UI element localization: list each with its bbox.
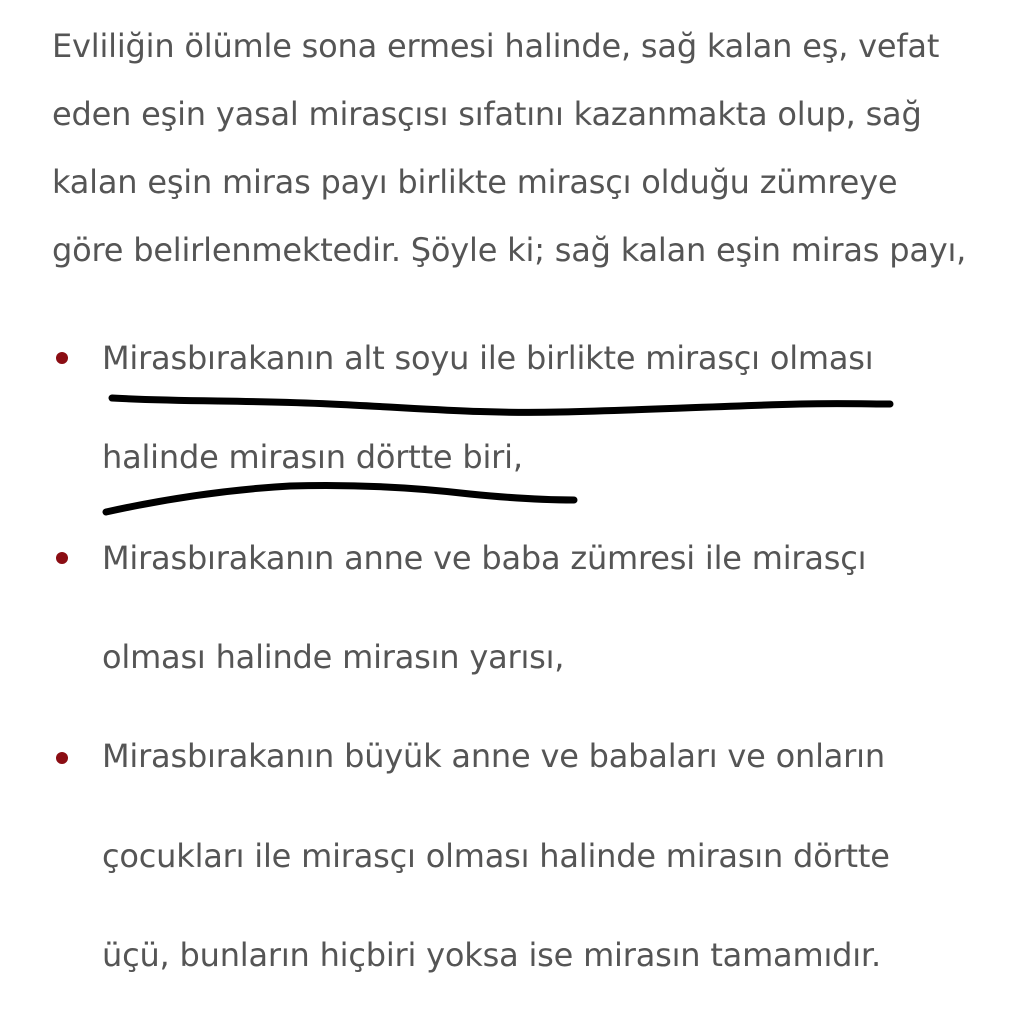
- intro-line-4: göre belirlenmektedir. Şöyle ki; sağ kalan eşin miras payı,: [52, 231, 967, 269]
- bullet-icon: [56, 352, 68, 364]
- list-item-3-line-1: Mirasbırakanın büyük anne ve babaları ve onların: [102, 737, 885, 775]
- bullet-icon: [56, 552, 68, 564]
- intro-line-1: Evliliğin ölümle sona ermesi halinde, sağ kalan eş, vefat: [52, 27, 940, 65]
- list-item-1-line-2: halinde mirasın dörtte biri,: [102, 438, 523, 476]
- underline-stroke-2: [106, 485, 574, 512]
- list-item-3-line-2: çocukları ile mirasçı olması halinde mirasın dörtte: [102, 837, 890, 875]
- list-item-2-line-2: olması halinde mirasın yarısı,: [102, 638, 565, 676]
- list-item-3-line-3: üçü, bunların hiçbiri yoksa ise mirasın tamamıdır.: [102, 936, 881, 974]
- intro-line-3: kalan eşin miras payı birlikte mirasçı olduğu zümreye: [52, 163, 898, 201]
- bullet-icon: [56, 752, 68, 764]
- list-item-1-line-1: Mirasbırakanın alt soyu ile birlikte mirasçı olması: [102, 339, 874, 377]
- underline-stroke-1: [112, 398, 890, 412]
- intro-line-2: eden eşin yasal mirasçısı sıfatını kazanmakta olup, sağ: [52, 95, 922, 133]
- list-item-2-line-1: Mirasbırakanın anne ve baba zümresi ile mirasçı: [102, 539, 867, 577]
